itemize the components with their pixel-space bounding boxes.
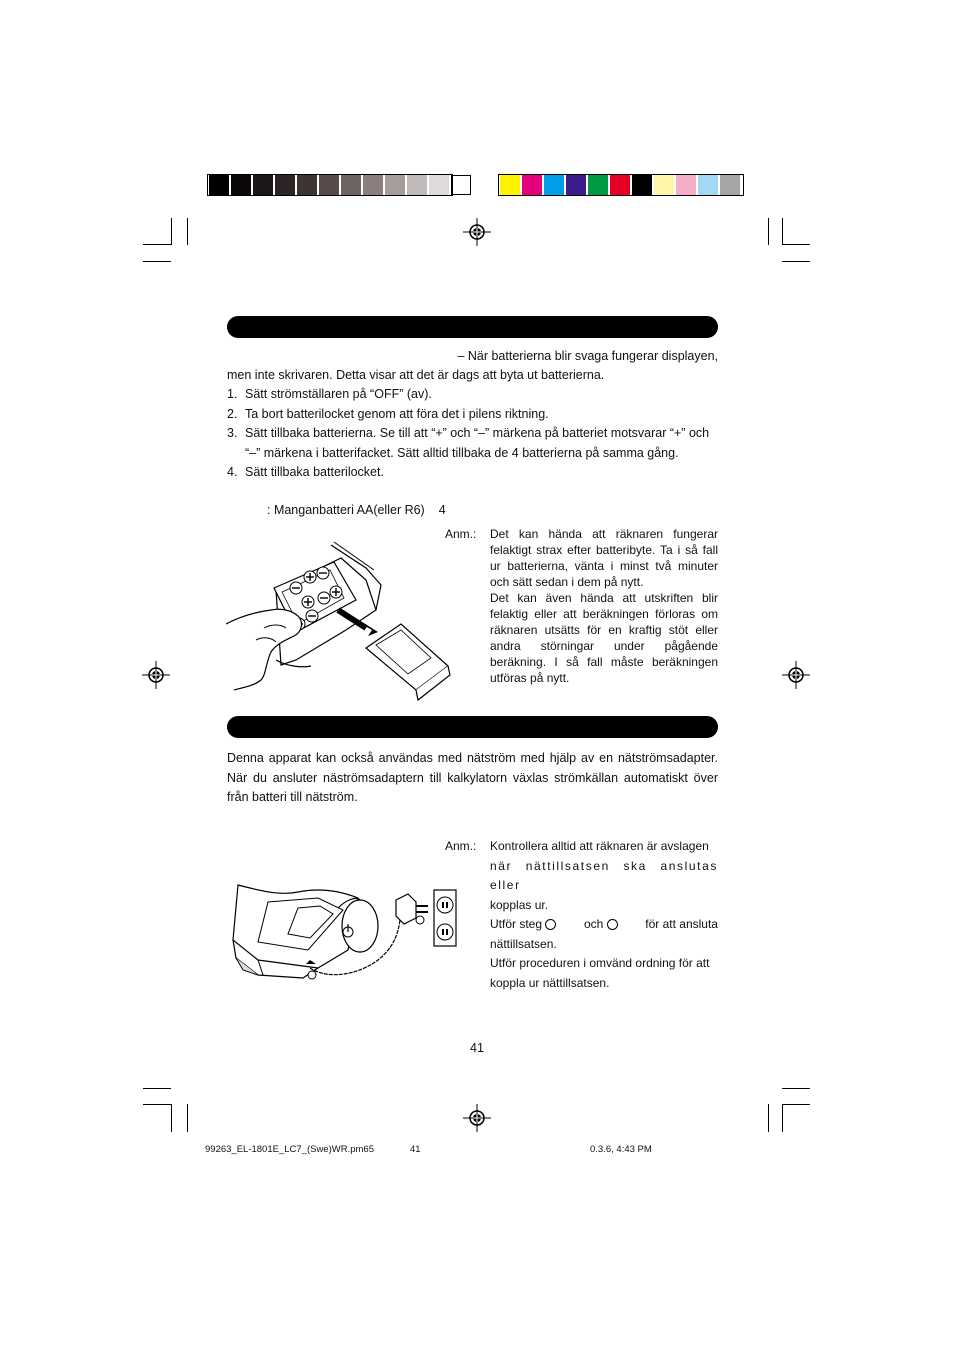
step-circle-icon bbox=[545, 919, 556, 930]
intro-tail: – När batterierna blir svaga fungerar displayen, bbox=[457, 349, 718, 363]
registration-mark-left bbox=[142, 661, 170, 689]
ac-adapter-illustration bbox=[228, 880, 462, 990]
note-text-2: Kontrollera alltid att räknaren är avslagen när nättillsatsen ska anslutas eller kopplas ur. Utför steg och för att ansluta nättillsatsen. Utför proceduren i omvänd ordning för att koppla ur nättillsatsen. bbox=[490, 839, 718, 990]
page-number: 41 bbox=[470, 1041, 484, 1055]
step-item: 2. Ta bort batterilocket genom att föra det i pilens riktning. bbox=[227, 406, 549, 421]
note-label-1: Anm.: bbox=[445, 527, 477, 541]
adapter-paragraph: Denna apparat kan också användas med nätström med hjälp av en nätströmsadapter. När du ansluter näströmsadaptern till kalkylatorn växlas strömkällan automatiskt över från batteri till nätström. bbox=[227, 751, 718, 804]
registration-mark-top bbox=[463, 218, 491, 246]
color-bar-frame bbox=[498, 174, 744, 196]
gray-bar-frame bbox=[207, 174, 453, 196]
registration-mark-bottom bbox=[463, 1104, 491, 1132]
step-item: “–” märkena i batterifacket. Sätt alltid tillbaka de 4 batterierna på samma gång. bbox=[245, 445, 679, 460]
section-header-bar-adapter bbox=[227, 716, 718, 738]
footer-file: 99263_EL-1801E_LC7_(Swe)WR.pm65 bbox=[205, 1144, 374, 1155]
step-item: 1. Sätt strömställaren på “OFF” (av). bbox=[227, 387, 432, 401]
registration-mark-right bbox=[782, 661, 810, 689]
note-label-2: Anm.: bbox=[445, 839, 477, 853]
section-header-bar-battery bbox=[227, 316, 718, 338]
battery-count: 4 bbox=[438, 503, 446, 517]
battery-spec: : Manganbatteri AA(eller R6) 4 bbox=[267, 503, 446, 517]
step-item: 3. Sätt tillbaka batterierna. Se till att “+” och “–” märkena på batteriet motsvarar “+” och bbox=[227, 426, 710, 440]
step-item: 4. Sätt tillbaka batterilocket. bbox=[227, 465, 384, 479]
battery-replacement-illustration bbox=[226, 540, 454, 705]
footer-page: 41 bbox=[410, 1144, 421, 1155]
footer-timestamp: 0.3.6, 4:43 PM bbox=[590, 1144, 652, 1155]
intro-line2: men inte skrivaren. Detta visar att det är dags att byta ut batterierna. bbox=[227, 368, 605, 382]
note-text-1: Det kan hända att räknaren fungerar felaktigt strax efter batteribyte. Ta i så fall ur batterierna, vänta i minst två minuter och sätt sedan i dem på nytt. Det kan även hända att utskriften blir felaktig eller att beräkningen förloras om räknaren utsätts för en kraftig stöt eller andra störningar under pågående beräkning. I så fall måste beräkningen utföras på nytt. bbox=[490, 527, 718, 685]
step-list bbox=[227, 385, 718, 483]
step-circle-icon bbox=[607, 919, 618, 930]
gray-swatch bbox=[451, 175, 471, 195]
